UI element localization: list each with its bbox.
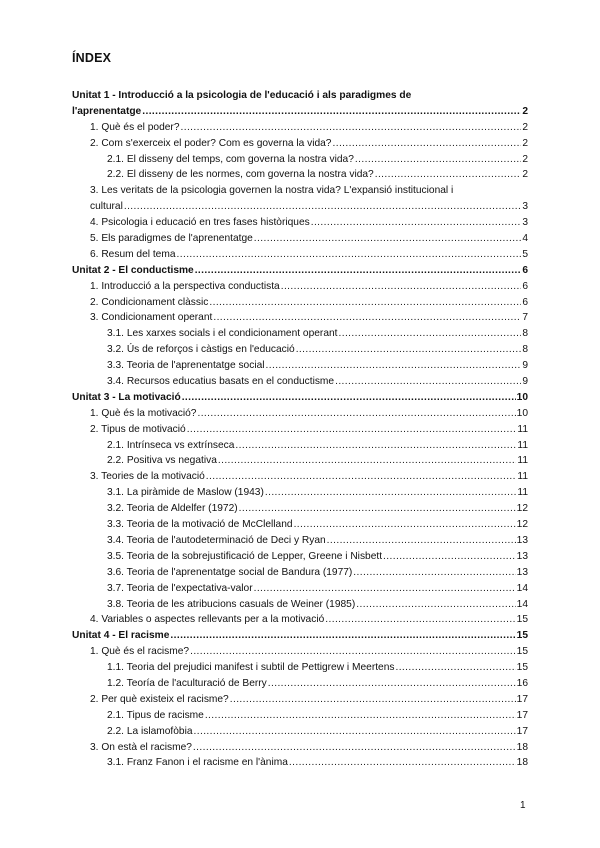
toc-entry-page: 15 [516,614,528,626]
toc-subsection-entry[interactable] [72,154,528,170]
toc-entry-page: 3 [522,201,528,213]
toc-entry-title: 1.1. Teoria del prejudici manifest i subtil de Pettigrew i Meertens [107,662,395,674]
toc-entry-title: 4. Psicologia i educació en tres fases històriques [90,217,310,229]
dot-leader [213,312,521,324]
toc-entry-title: 2. Com s'exerceix el poder? Com es governa la vida? [90,137,332,149]
dot-leader [332,138,521,150]
toc-entry-title: 3. Les veritats de la psicologia governen la nostra vida? L'expansió institucional i [90,185,454,197]
toc-entry-title: 3.8. Teoria de les atribucions casuals de Weiner (1985) [107,598,356,610]
toc-section-entry[interactable] [72,694,528,710]
toc-entry-page: 9 [522,360,528,372]
toc-subsection-entry[interactable] [72,360,528,376]
toc-unit-entry[interactable] [72,265,528,281]
toc-entry-page: 2 [522,169,528,181]
toc-entry-title: Unitat 2 - El conductisme [72,264,194,276]
dot-leader [254,583,516,595]
toc-section-entry[interactable] [72,122,528,138]
toc-entry-page: 15 [516,662,528,674]
toc-entry-page: 11 [517,423,528,435]
toc-subsection-entry[interactable] [72,455,528,471]
toc-section-entry[interactable] [72,185,528,217]
dot-leader [206,471,517,483]
toc-section-entry[interactable] [72,249,528,265]
toc-subsection-entry[interactable] [72,583,528,599]
toc-entry-page: 13 [516,550,528,562]
toc-entry-title: 4. Variables o aspectes rellevants per a la motivació [90,614,325,626]
toc-entry-page: 12 [516,519,528,531]
toc-entry-title: 3.3. Teoria de l'aprenentatge social [107,360,265,372]
toc-section-entry[interactable] [72,217,528,233]
toc-subsection-entry[interactable] [72,535,528,551]
toc-entry-title: 6. Resum del tema [90,248,176,260]
toc-entry-title: 2. Condicionament clàssic [90,296,209,308]
dot-leader [193,742,516,754]
toc-subsection-entry[interactable] [72,519,528,535]
toc-entry-page: 18 [516,741,528,753]
dot-leader [195,265,522,277]
toc-entry-page: 11 [517,471,528,483]
toc-entry-title: Unitat 1 - Introducció a la psicologia de l'educació i als paradigmes de [72,90,412,101]
toc-entry-page: 13 [516,566,528,578]
toc-entry-title: 3.2. Ús de reforços i càstigs en l'educació [107,344,295,356]
toc-entry-page: 11 [517,439,528,451]
toc-section-entry[interactable] [72,424,528,440]
dot-leader [194,726,516,738]
toc-entry-title: 3.7. Teoria de l'expectativa-valor [107,582,253,594]
toc-section-entry[interactable] [72,312,528,328]
toc-entry-title: 1. Què és la motivació? [90,407,197,419]
page-number: 1 [520,800,526,811]
toc-section-entry[interactable] [72,742,528,758]
toc-entry-title: 1. Introducció a la perspectiva conductista [90,280,280,292]
toc-entry-page: 5 [522,248,528,260]
toc-subsection-entry[interactable] [72,487,528,503]
toc-entry-title: 3. On està el racisme? [90,741,192,753]
toc-entry-page: 2 [522,121,528,133]
toc-section-entry[interactable] [72,233,528,249]
dot-leader [209,297,521,309]
toc-entry-page: 11 [517,455,528,467]
toc-unit-entry[interactable] [72,630,528,646]
toc-subsection-entry[interactable] [72,757,528,773]
toc-entry-page: 12 [516,503,528,515]
dot-leader [205,710,516,722]
toc-entry-page: 10 [516,407,528,419]
toc-entry-title: 3.3. Teoria de la motivació de McClelland [107,519,293,531]
toc-entry-title: 5. Els paradigmes de l'aprenentatge [90,233,253,245]
dot-leader [170,630,515,642]
toc-entry-page: 2 [522,105,528,117]
toc-entry-page: 11 [517,487,528,499]
dot-leader [182,392,516,404]
dot-leader [187,424,517,436]
toc-subsection-entry[interactable] [72,328,528,344]
toc-entry-title: 3.5. Teoria de la sobrejustificació de Lepper, Greene i Nisbett [107,550,383,562]
toc-section-entry[interactable] [72,408,528,424]
toc-entry-title: 3. Condicionament operant [90,312,213,324]
dot-leader [311,217,522,229]
toc-entry-title-continued: l'aprenentatge [72,105,142,117]
dot-leader [355,154,521,166]
dot-leader [294,519,516,531]
toc-section-entry[interactable] [72,297,528,313]
dot-leader [265,487,517,499]
toc-entry-title: 3.2. Teoria de Aldelfer (1972) [107,503,238,515]
dot-leader [335,376,521,388]
dot-leader [180,122,521,134]
toc-entry-page: 6 [522,280,528,292]
dot-leader [327,535,516,547]
dot-leader [197,408,515,420]
dot-leader [177,249,522,261]
toc-entry-title: 3.1. Les xarxes socials i el condicionament operant [107,328,338,340]
toc-subsection-entry[interactable] [72,678,528,694]
toc-entry-page: 2 [522,153,528,165]
toc-entry-page: 2 [522,137,528,149]
toc-entry-page: 13 [516,534,528,546]
toc-entry-title: 2. Per què existeix el racisme? [90,693,229,705]
dot-leader [395,662,515,674]
dot-leader [218,455,517,467]
toc-entry-title: Unitat 4 - El racisme [72,630,170,642]
toc-entry-page: 14 [516,598,528,610]
dot-leader [239,503,516,515]
toc-section-entry[interactable] [72,281,528,297]
dot-leader [124,201,521,213]
toc-subsection-entry[interactable] [72,503,528,519]
toc-subsection-entry[interactable] [72,726,528,742]
toc-subsection-entry[interactable] [72,662,528,678]
toc-entry-page: 10 [516,391,528,403]
dot-leader [268,678,516,690]
toc-entry-title: 3. Teories de la motivació [90,471,205,483]
toc-entry-title: 3.6. Teoria de l'aprenentatge social de Bandura (1977) [107,566,353,578]
toc-entry-title: 2.1. Tipus de racisme [107,709,204,721]
toc-entry-page: 3 [522,217,528,229]
toc-entry-title: 2. Tipus de motivació [90,423,186,435]
table-of-contents [72,90,528,773]
dot-leader [325,614,515,626]
dot-leader [289,757,516,769]
dot-leader [375,169,522,181]
toc-entry-page: 15 [516,630,528,642]
toc-entry-title: 3.1. La piràmide de Maslow (1943) [107,487,264,499]
toc-entry-title-continued: cultural [90,201,123,213]
toc-heading: ÍNDEX [72,51,112,65]
dot-leader [383,551,516,563]
dot-leader [353,567,515,579]
toc-entry-title: 2.2. El disseny de les normes, com governa la nostra vida? [107,169,374,181]
toc-entry-page: 18 [516,757,528,769]
dot-leader [254,233,522,245]
toc-entry-title: Unitat 3 - La motivació [72,391,181,403]
toc-subsection-entry[interactable] [72,551,528,567]
toc-subsection-entry[interactable] [72,344,528,360]
toc-entry-page: 7 [522,312,528,324]
toc-entry-page: 8 [522,344,528,356]
toc-entry-title: 3.4. Teoria de l'autodeterminació de Deci y Ryan [107,534,326,546]
dot-leader [142,106,521,118]
toc-subsection-entry[interactable] [72,599,528,615]
toc-entry-title: 3.4. Recursos educatius basats en el conductisme [107,376,335,388]
toc-entry-page: 6 [522,264,528,276]
dot-leader [235,440,516,452]
toc-unit-entry[interactable] [72,90,528,122]
toc-entry-page: 16 [516,677,528,689]
toc-entry-page: 6 [522,296,528,308]
toc-entry-title: 1. Què és el racisme? [90,646,190,658]
dot-leader [356,599,515,611]
dot-leader [338,328,521,340]
toc-entry-title: 2.1. Intrínseca vs extrínseca [107,439,235,451]
toc-section-entry[interactable] [72,614,528,630]
toc-entry-page: 8 [522,328,528,340]
dot-leader [230,694,516,706]
toc-entry-title: 2.2. La islamofòbia [107,725,193,737]
dot-leader [190,646,516,658]
toc-subsection-entry[interactable] [72,169,528,185]
dot-leader [266,360,522,372]
toc-subsection-entry[interactable] [72,440,528,456]
toc-entry-page: 4 [522,233,528,245]
toc-subsection-entry[interactable] [72,710,528,726]
toc-entry-title: 3.1. Franz Fanon i el racisme en l'ànima [107,757,288,769]
toc-unit-entry[interactable] [72,392,528,408]
toc-entry-page: 17 [516,693,528,705]
toc-entry-title: 1.2. Teoría de l'aculturació de Berry [107,677,267,689]
toc-entry-page: 17 [516,709,528,721]
toc-subsection-entry[interactable] [72,567,528,583]
toc-subsection-entry[interactable] [72,376,528,392]
dot-leader [281,281,522,293]
toc-section-entry[interactable] [72,471,528,487]
toc-entry-page: 9 [522,376,528,388]
dot-leader [296,344,522,356]
toc-entry-page: 17 [516,725,528,737]
toc-entry-title: 2.1. El disseny del temps, com governa la nostra vida? [107,153,354,165]
toc-entry-page: 14 [516,582,528,594]
toc-entry-page: 15 [516,646,528,658]
toc-section-entry[interactable] [72,646,528,662]
toc-entry-title: 1. Què és el poder? [90,121,180,133]
toc-entry-title: 2.2. Positiva vs negativa [107,455,217,467]
toc-section-entry[interactable] [72,138,528,154]
